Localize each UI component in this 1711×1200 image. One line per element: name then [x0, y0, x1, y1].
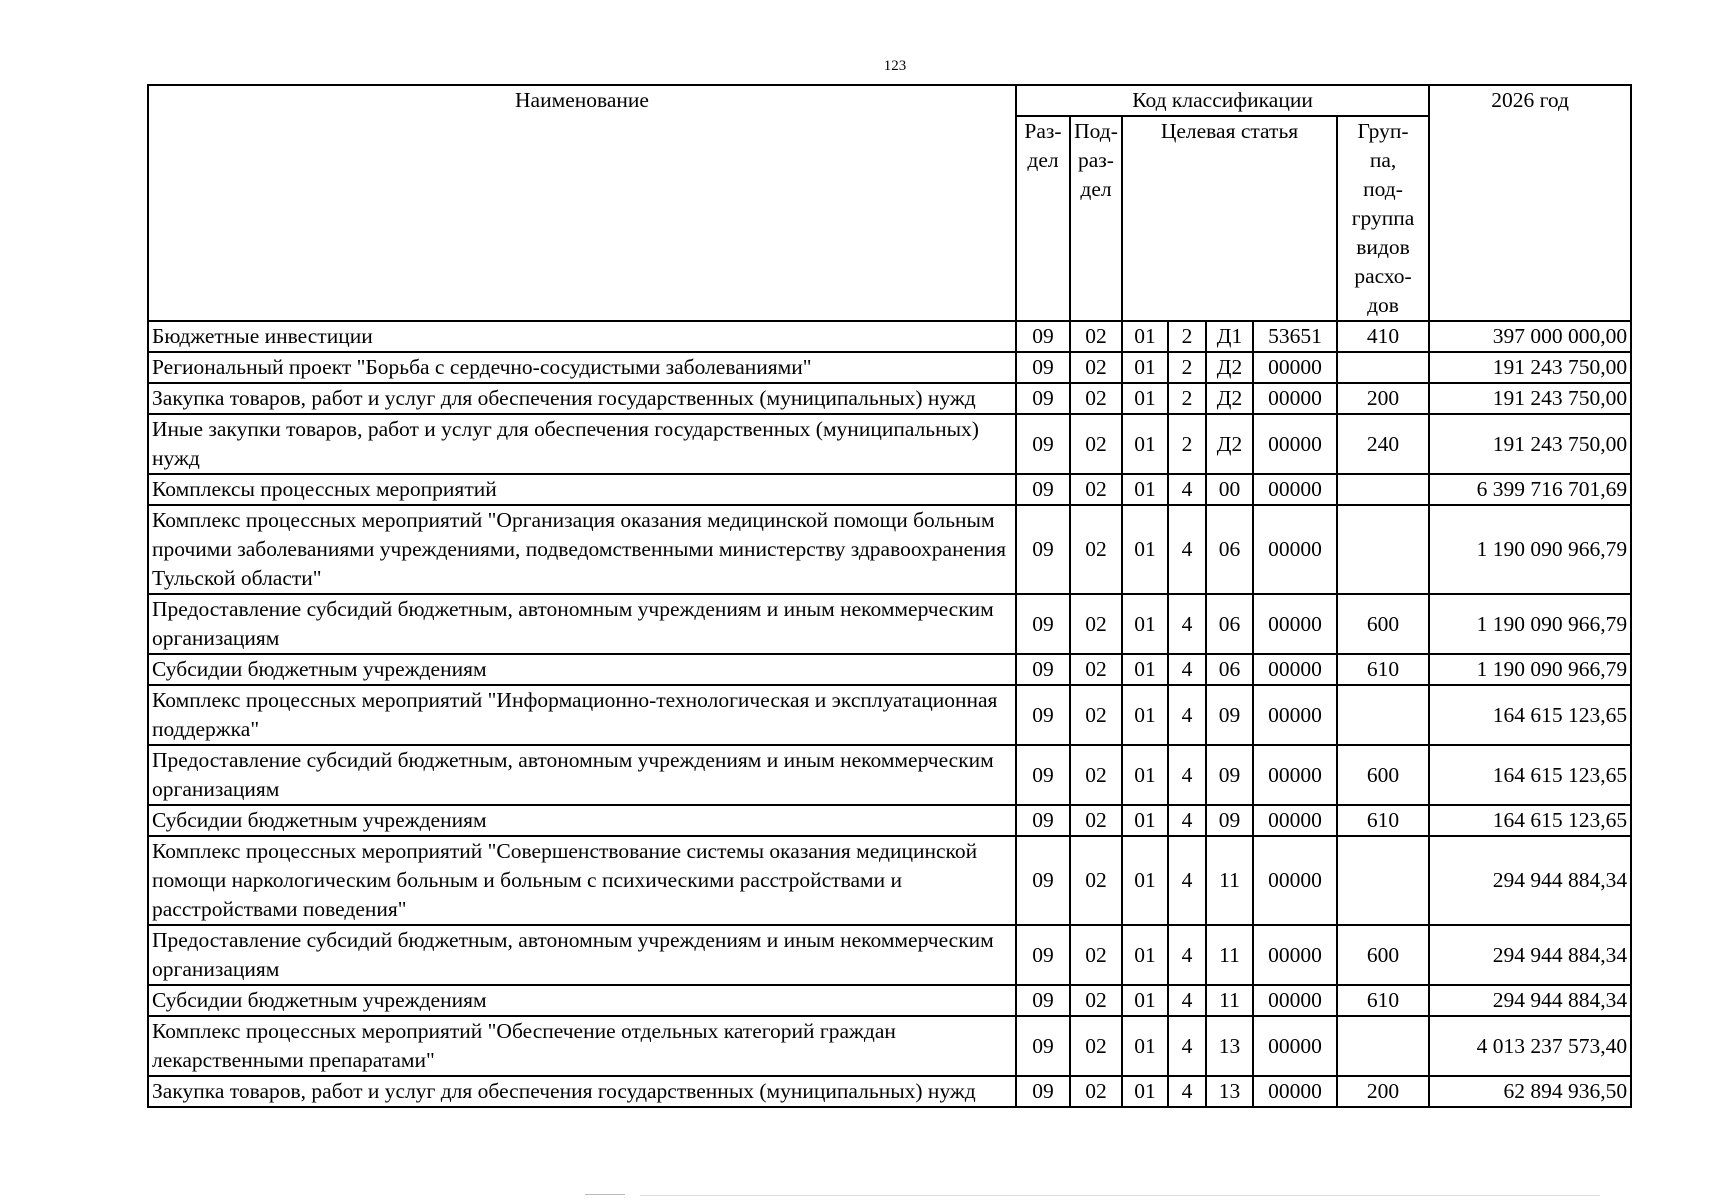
row-razdel: 09: [1016, 321, 1070, 352]
row-target-type: 4: [1168, 985, 1206, 1016]
row-expense-group: 600: [1337, 925, 1429, 985]
row-target-direction: 53651: [1253, 321, 1337, 352]
row-target-program: 01: [1122, 594, 1168, 654]
row-target-type: 2: [1168, 352, 1206, 383]
row-target-program: 01: [1122, 925, 1168, 985]
row-target-element: 06: [1206, 594, 1253, 654]
row-podrazdel: 02: [1070, 505, 1122, 594]
row-name: Предоставление субсидий бюджетным, автономным учреждениям и иным некоммерческим организациям: [148, 745, 1016, 805]
row-razdel: 09: [1016, 745, 1070, 805]
row-target-type: 2: [1168, 383, 1206, 414]
row-target-program: 01: [1122, 836, 1168, 925]
row-podrazdel: 02: [1070, 1016, 1122, 1076]
budget-table: [147, 84, 1632, 1108]
row-target-direction: 00000: [1253, 836, 1337, 925]
table-row: [148, 654, 1631, 685]
row-target-element: 13: [1206, 1016, 1253, 1076]
row-target-program: 01: [1122, 805, 1168, 836]
row-podrazdel: 02: [1070, 352, 1122, 383]
row-amount: 164 615 123,65: [1429, 805, 1631, 836]
table-row: [148, 925, 1631, 985]
row-name: Субсидии бюджетным учреждениям: [148, 985, 1016, 1016]
row-podrazdel: 02: [1070, 321, 1122, 352]
row-target-element: 13: [1206, 1076, 1253, 1107]
row-target-element: 09: [1206, 805, 1253, 836]
row-target-program: 01: [1122, 1076, 1168, 1107]
row-expense-group: 610: [1337, 985, 1429, 1016]
row-target-direction: 00000: [1253, 805, 1337, 836]
row-expense-group: 610: [1337, 805, 1429, 836]
header-row-1: [148, 85, 1631, 116]
row-target-program: 01: [1122, 745, 1168, 805]
row-target-direction: 00000: [1253, 383, 1337, 414]
row-name: Комплекс процессных мероприятий "Информационно-технологическая и эксплуатационная поддержка": [148, 685, 1016, 745]
row-target-type: 2: [1168, 414, 1206, 474]
row-target-type: 2: [1168, 321, 1206, 352]
row-razdel: 09: [1016, 805, 1070, 836]
row-razdel: 09: [1016, 1016, 1070, 1076]
row-razdel: 09: [1016, 505, 1070, 594]
table-row: [148, 383, 1631, 414]
row-amount: 62 894 936,50: [1429, 1076, 1631, 1107]
table-row: [148, 594, 1631, 654]
row-amount: 164 615 123,65: [1429, 685, 1631, 745]
row-razdel: 09: [1016, 836, 1070, 925]
row-name: Комплексы процессных мероприятий: [148, 474, 1016, 505]
row-razdel: 09: [1016, 925, 1070, 985]
row-target-direction: 00000: [1253, 1016, 1337, 1076]
row-expense-group: 200: [1337, 1076, 1429, 1107]
row-amount: 191 243 750,00: [1429, 352, 1631, 383]
row-target-type: 4: [1168, 685, 1206, 745]
row-amount: 191 243 750,00: [1429, 383, 1631, 414]
row-amount: 397 000 000,00: [1429, 321, 1631, 352]
row-target-program: 01: [1122, 505, 1168, 594]
row-razdel: 09: [1016, 414, 1070, 474]
header-razdel: [1016, 116, 1070, 321]
row-target-type: 4: [1168, 1016, 1206, 1076]
header-year: 2026 год: [1429, 85, 1631, 321]
row-podrazdel: 02: [1070, 654, 1122, 685]
table-row: [148, 805, 1631, 836]
row-target-element: 06: [1206, 505, 1253, 594]
row-target-element: 11: [1206, 836, 1253, 925]
row-podrazdel: 02: [1070, 685, 1122, 745]
table-row: [148, 352, 1631, 383]
row-target-direction: 00000: [1253, 1076, 1337, 1107]
row-razdel: 09: [1016, 474, 1070, 505]
table-row: [148, 685, 1631, 745]
row-name: Комплекс процессных мероприятий "Совершенствование системы оказания медицинской помощи наркологическим больным и больным с психическими расстройствами и расстройствами поведения": [148, 836, 1016, 925]
row-expense-group: [1337, 474, 1429, 505]
table-body: [148, 321, 1631, 1107]
header-target: Целевая статья: [1122, 116, 1337, 321]
header-podrazdel-label: Под- раз- дел: [1074, 119, 1118, 201]
row-expense-group: 600: [1337, 745, 1429, 805]
row-amount: 294 944 884,34: [1429, 985, 1631, 1016]
row-target-program: 01: [1122, 685, 1168, 745]
row-expense-group: [1337, 505, 1429, 594]
row-name: Субсидии бюджетным учреждениям: [148, 654, 1016, 685]
table-row: [148, 321, 1631, 352]
scan-artifact: [640, 1195, 1600, 1196]
row-target-element: 00: [1206, 474, 1253, 505]
row-razdel: 09: [1016, 352, 1070, 383]
row-razdel: 09: [1016, 654, 1070, 685]
row-name: Комплекс процессных мероприятий "Организация оказания медицинской помощи больным прочими заболеваниями учреждениями, подведомственными министерству здравоохранения Тульской области": [148, 505, 1016, 594]
row-target-type: 4: [1168, 805, 1206, 836]
row-target-type: 4: [1168, 1076, 1206, 1107]
row-amount: 6 399 716 701,69: [1429, 474, 1631, 505]
row-amount: 1 190 090 966,79: [1429, 505, 1631, 594]
table-row: [148, 505, 1631, 594]
row-razdel: 09: [1016, 1076, 1070, 1107]
row-target-direction: 00000: [1253, 414, 1337, 474]
row-amount: 294 944 884,34: [1429, 925, 1631, 985]
row-target-direction: 00000: [1253, 745, 1337, 805]
row-expense-group: 410: [1337, 321, 1429, 352]
row-target-type: 4: [1168, 474, 1206, 505]
row-target-direction: 00000: [1253, 925, 1337, 985]
row-podrazdel: 02: [1070, 985, 1122, 1016]
header-group-label: Груп- па, под- группа видов расхо- дов: [1351, 119, 1415, 317]
row-name: Иные закупки товаров, работ и услуг для обеспечения государственных (муниципальных) нужд: [148, 414, 1016, 474]
row-expense-group: 240: [1337, 414, 1429, 474]
row-expense-group: 200: [1337, 383, 1429, 414]
row-expense-group: [1337, 685, 1429, 745]
row-name: Комплекс процессных мероприятий "Обеспечение отдельных категорий граждан лекарственными препаратами": [148, 1016, 1016, 1076]
row-target-program: 01: [1122, 985, 1168, 1016]
row-target-direction: 00000: [1253, 985, 1337, 1016]
row-amount: 294 944 884,34: [1429, 836, 1631, 925]
row-podrazdel: 02: [1070, 805, 1122, 836]
row-target-type: 4: [1168, 925, 1206, 985]
row-name: Предоставление субсидий бюджетным, автономным учреждениям и иным некоммерческим организациям: [148, 925, 1016, 985]
row-target-type: 4: [1168, 505, 1206, 594]
row-target-program: 01: [1122, 321, 1168, 352]
table-row: [148, 745, 1631, 805]
row-podrazdel: 02: [1070, 1076, 1122, 1107]
row-target-element: 11: [1206, 925, 1253, 985]
row-target-program: 01: [1122, 474, 1168, 505]
row-expense-group: 610: [1337, 654, 1429, 685]
header-name: Наименование: [148, 85, 1016, 321]
row-name: Субсидии бюджетным учреждениям: [148, 805, 1016, 836]
row-target-element: 06: [1206, 654, 1253, 685]
row-razdel: 09: [1016, 985, 1070, 1016]
row-amount: 1 190 090 966,79: [1429, 654, 1631, 685]
row-target-type: 4: [1168, 745, 1206, 805]
row-target-program: 01: [1122, 414, 1168, 474]
table-row: [148, 836, 1631, 925]
table-row: [148, 1076, 1631, 1107]
row-amount: 191 243 750,00: [1429, 414, 1631, 474]
row-podrazdel: 02: [1070, 383, 1122, 414]
header-podrazdel: [1070, 116, 1122, 321]
row-name: Закупка товаров, работ и услуг для обеспечения государственных (муниципальных) нужд: [148, 1076, 1016, 1107]
row-target-program: 01: [1122, 352, 1168, 383]
header-code: Код классификации: [1016, 85, 1429, 116]
scan-artifact: [585, 1194, 625, 1195]
row-target-program: 01: [1122, 1016, 1168, 1076]
row-target-direction: 00000: [1253, 685, 1337, 745]
row-podrazdel: 02: [1070, 474, 1122, 505]
row-target-element: Д2: [1206, 414, 1253, 474]
row-target-direction: 00000: [1253, 505, 1337, 594]
row-target-element: Д1: [1206, 321, 1253, 352]
row-target-type: 4: [1168, 836, 1206, 925]
row-target-program: 01: [1122, 383, 1168, 414]
row-amount: 1 190 090 966,79: [1429, 594, 1631, 654]
row-target-element: Д2: [1206, 383, 1253, 414]
row-podrazdel: 02: [1070, 414, 1122, 474]
row-amount: 4 013 237 573,40: [1429, 1016, 1631, 1076]
row-target-element: 09: [1206, 685, 1253, 745]
row-expense-group: 600: [1337, 594, 1429, 654]
row-target-direction: 00000: [1253, 474, 1337, 505]
row-name: Закупка товаров, работ и услуг для обеспечения государственных (муниципальных) нужд: [148, 383, 1016, 414]
row-target-type: 4: [1168, 654, 1206, 685]
row-razdel: 09: [1016, 383, 1070, 414]
row-target-program: 01: [1122, 654, 1168, 685]
row-name: Региональный проект "Борьба с сердечно-сосудистыми заболеваниями": [148, 352, 1016, 383]
row-target-direction: 00000: [1253, 594, 1337, 654]
row-podrazdel: 02: [1070, 925, 1122, 985]
row-amount: 164 615 123,65: [1429, 745, 1631, 805]
row-target-type: 4: [1168, 594, 1206, 654]
row-expense-group: [1337, 1016, 1429, 1076]
row-podrazdel: 02: [1070, 594, 1122, 654]
header-group: [1337, 116, 1429, 321]
table-row: [148, 474, 1631, 505]
row-name: Предоставление субсидий бюджетным, автономным учреждениям и иным некоммерческим организациям: [148, 594, 1016, 654]
page-number: 123: [883, 58, 907, 74]
row-expense-group: [1337, 352, 1429, 383]
header-razdel-label: Раз- дел: [1024, 119, 1062, 172]
table-row: [148, 985, 1631, 1016]
row-name: Бюджетные инвестиции: [148, 321, 1016, 352]
row-podrazdel: 02: [1070, 745, 1122, 805]
row-target-direction: 00000: [1253, 654, 1337, 685]
row-podrazdel: 02: [1070, 836, 1122, 925]
row-target-direction: 00000: [1253, 352, 1337, 383]
row-razdel: 09: [1016, 594, 1070, 654]
row-expense-group: [1337, 836, 1429, 925]
table-row: [148, 414, 1631, 474]
row-razdel: 09: [1016, 685, 1070, 745]
row-target-element: 11: [1206, 985, 1253, 1016]
row-target-element: Д2: [1206, 352, 1253, 383]
table-row: [148, 1016, 1631, 1076]
row-target-element: 09: [1206, 745, 1253, 805]
